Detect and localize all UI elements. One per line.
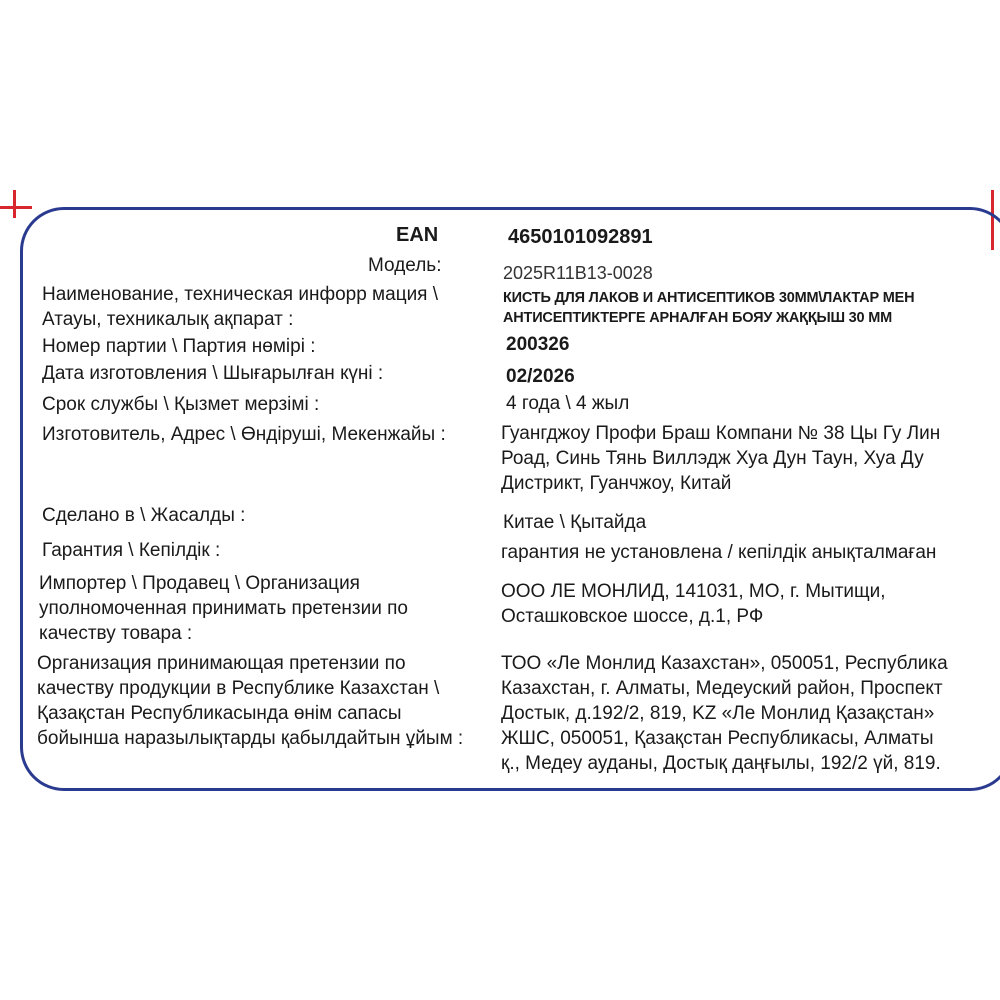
importer-label-line-2: уполномоченная принимать претензии по xyxy=(39,598,408,619)
batch-value: 200326 xyxy=(506,334,570,355)
warranty-value: гарантия не установлена / кепілдік анықталмаған xyxy=(501,542,937,563)
importer-label-line-1: Импортер \ Продавец \ Организация xyxy=(39,573,360,594)
kz-org-label-line-1: Организация принимающая претензии по xyxy=(37,653,406,674)
made-in-value: Китае \ Қытайда xyxy=(503,512,647,533)
crop-mark-left-h xyxy=(0,206,32,209)
name-value-line-1: КИСТЬ ДЛЯ ЛАКОВ И АНТИСЕПТИКОВ 30ММ\ЛАКТАР МЕН xyxy=(503,290,915,306)
name-value-line-2: АНТИСЕПТИКТЕРГЕ АРНАЛҒАН БОЯУ ЖАҚҚЫШ 30 ММ xyxy=(503,310,892,326)
manufacturer-value-line-3: Дистрикт, Гуанчжоу, Китай xyxy=(501,473,732,494)
warranty-label: Гарантия \ Кепілдік : xyxy=(42,540,221,561)
batch-label: Номер партии \ Партия нөмірі : xyxy=(42,336,316,357)
kz-org-value-line-5: қ., Медеу ауданы, Достық даңғылы, 192/2 үй, 819. xyxy=(501,753,941,774)
name-label-line-1: Наименование, техническая инфорр мация \ xyxy=(42,284,439,305)
ean-label: EAN xyxy=(396,224,439,246)
kz-org-value-line-2: Казахстан, г. Алматы, Медеуский район, Проспект xyxy=(501,678,943,699)
importer-value-line-1: ООО ЛЕ МОНЛИД, 141031, МО, г. Мытищи, xyxy=(501,581,886,602)
kz-org-label-line-4: бойынша наразылықтарды қабылдайтын ұйым : xyxy=(37,728,464,749)
kz-org-label-line-2: качеству продукции в Республике Казахстан \ xyxy=(37,678,440,699)
ean-value: 4650101092891 xyxy=(508,226,653,248)
made-in-label: Сделано в \ Жасалды : xyxy=(42,505,246,526)
service-life-value: 4 года \ 4 жыл xyxy=(506,393,630,414)
kz-org-label-line-3: Қазақстан Республикасында өнім сапасы xyxy=(37,703,402,724)
manufacturer-label: Изготовитель, Адрес \ Өндіруші, Мекенжайы : xyxy=(42,424,446,445)
manufacturer-value-line-1: Гуангджоу Профи Браш Компани № 38 Цы Гу Лин xyxy=(501,423,941,444)
importer-label-line-3: качеству товара : xyxy=(39,623,193,644)
model-value: 2025R11B13-0028 xyxy=(503,263,653,283)
model-label: Модель: xyxy=(368,255,442,276)
kz-org-value-line-1: ТОО «Ле Монлид Казахстан», 050051, Республика xyxy=(501,653,948,674)
date-value: 02/2026 xyxy=(506,366,575,387)
date-label: Дата изготовления \ Шығарылған күні : xyxy=(42,363,384,384)
kz-org-value-line-3: Достык, д.192/2, 819, KZ «Ле Монлид Қазақстан» xyxy=(501,703,935,724)
importer-value-line-2: Осташковское шоссе, д.1, РФ xyxy=(501,606,764,627)
kz-org-value-line-4: ЖШС, 050051, Қазақстан Республикасы, Алматы xyxy=(501,728,934,749)
service-life-label: Срок службы \ Қызмет мерзімі : xyxy=(42,394,320,415)
crop-mark-left-v xyxy=(13,190,16,218)
manufacturer-value-line-2: Роад, Синь Тянь Виллэдж Хуа Дун Таун, Хуа Ду xyxy=(501,448,924,469)
name-label-line-2: Атауы, техникалық ақпарат : xyxy=(42,309,294,330)
